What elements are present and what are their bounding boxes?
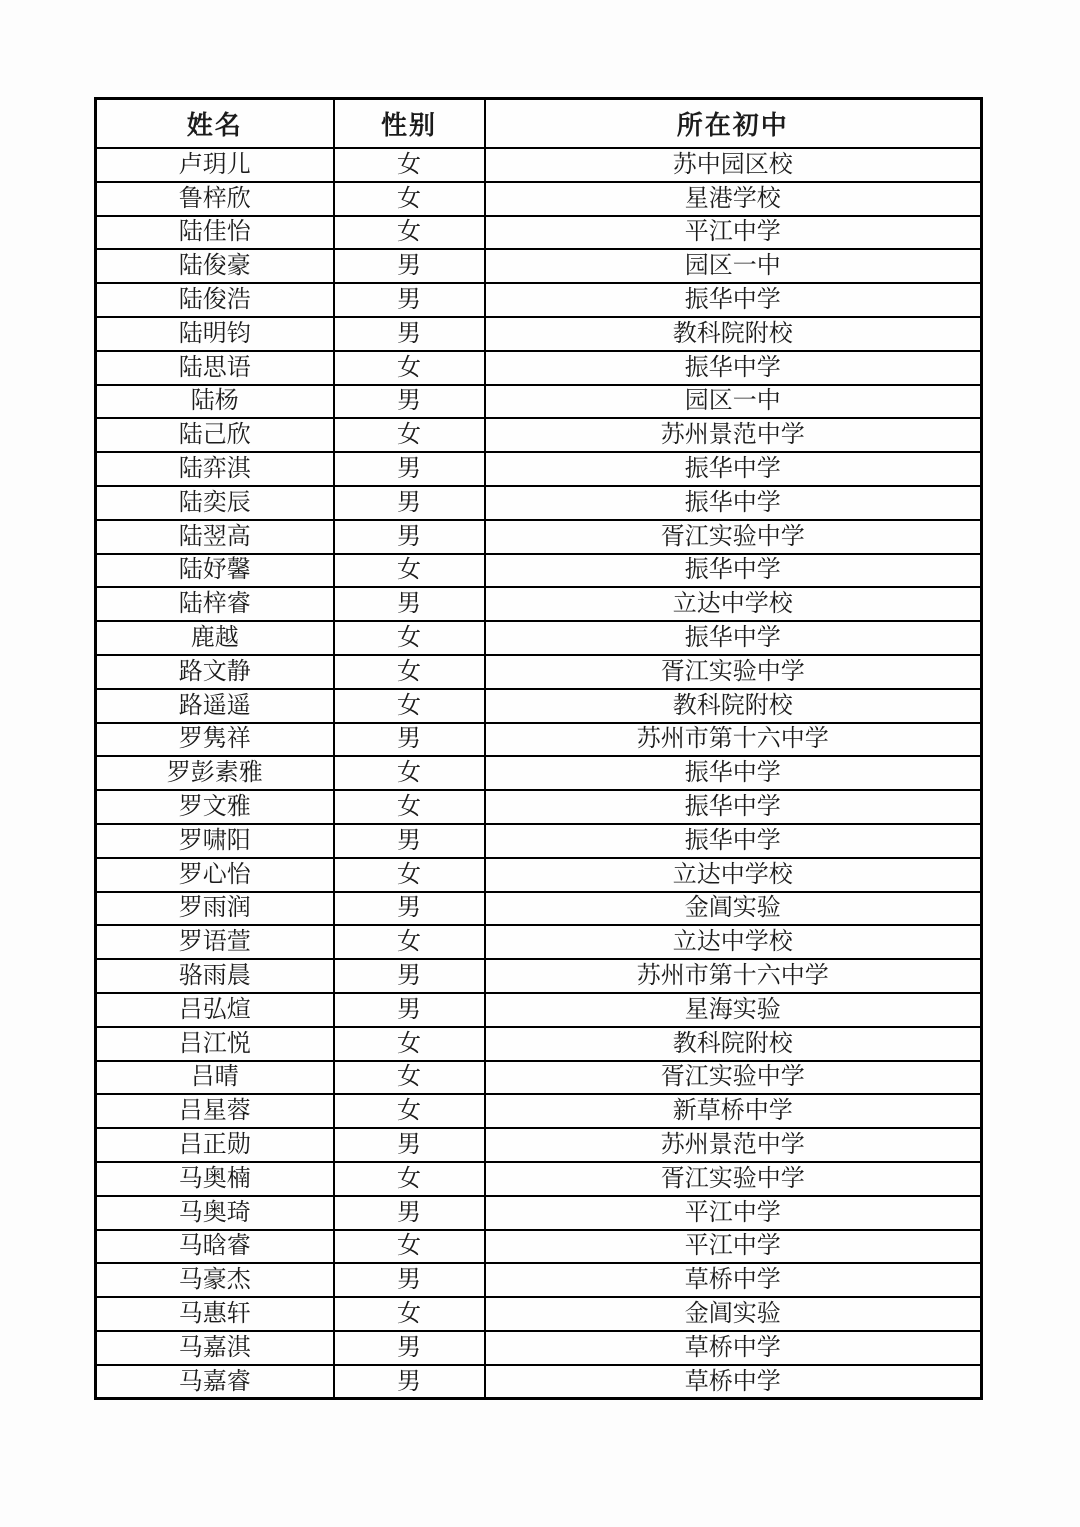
school-cell: 胥江实验中学 (485, 1162, 982, 1196)
name-cell: 路文静 (96, 655, 334, 689)
column-header-gender: 性别 (334, 99, 485, 149)
name-cell: 吕晴 (96, 1061, 334, 1095)
table-row (96, 216, 982, 250)
name-cell: 骆雨晨 (96, 959, 334, 993)
gender-cell: 男 (334, 1331, 485, 1365)
school-cell: 金阊实验 (485, 1297, 982, 1331)
name-cell: 吕江悦 (96, 1027, 334, 1061)
column-header-school: 所在初中 (485, 99, 982, 149)
school-cell: 草桥中学 (485, 1263, 982, 1297)
table-row (96, 824, 982, 858)
table-row (96, 959, 982, 993)
gender-cell: 女 (334, 1027, 485, 1061)
name-cell: 吕正勋 (96, 1128, 334, 1162)
name-cell: 陆梓睿 (96, 587, 334, 621)
table-row (96, 1061, 982, 1095)
name-cell: 马晗睿 (96, 1230, 334, 1264)
table-row (96, 1196, 982, 1230)
name-cell: 马奥琦 (96, 1196, 334, 1230)
name-cell: 罗雨润 (96, 892, 334, 926)
table-row (96, 520, 982, 554)
gender-cell: 女 (334, 621, 485, 655)
table-row (96, 385, 982, 419)
gender-cell: 女 (334, 182, 485, 216)
gender-cell: 女 (334, 756, 485, 790)
gender-cell: 男 (334, 520, 485, 554)
school-cell: 苏中园区校 (485, 148, 982, 182)
gender-cell: 男 (334, 1263, 485, 1297)
name-cell: 陆俊豪 (96, 249, 334, 283)
name-cell: 陆奕辰 (96, 486, 334, 520)
name-cell: 陆弈淇 (96, 452, 334, 486)
gender-cell: 女 (334, 1230, 485, 1264)
school-cell: 振华中学 (485, 756, 982, 790)
name-cell: 陆思语 (96, 351, 334, 385)
gender-cell: 女 (334, 1162, 485, 1196)
gender-cell: 女 (334, 1094, 485, 1128)
name-cell: 罗语萱 (96, 925, 334, 959)
table-row (96, 1297, 982, 1331)
school-cell: 星海实验 (485, 993, 982, 1027)
name-cell: 鲁梓欣 (96, 182, 334, 216)
school-cell: 教科院附校 (485, 317, 982, 351)
school-cell: 振华中学 (485, 824, 982, 858)
school-cell: 立达中学校 (485, 858, 982, 892)
gender-cell: 男 (334, 892, 485, 926)
gender-cell: 女 (334, 925, 485, 959)
school-cell: 胥江实验中学 (485, 1061, 982, 1095)
table-row (96, 621, 982, 655)
name-cell: 陆己欣 (96, 418, 334, 452)
table-row (96, 283, 982, 317)
table-row (96, 148, 982, 182)
name-cell: 马嘉睿 (96, 1365, 334, 1399)
name-cell: 吕星蓉 (96, 1094, 334, 1128)
gender-cell: 男 (334, 283, 485, 317)
name-cell: 罗彭素雅 (96, 756, 334, 790)
school-cell: 振华中学 (485, 486, 982, 520)
table-row (96, 182, 982, 216)
table-row (96, 790, 982, 824)
table-row (96, 1027, 982, 1061)
gender-cell: 女 (334, 351, 485, 385)
gender-cell: 女 (334, 1297, 485, 1331)
gender-cell: 男 (334, 723, 485, 757)
name-cell: 罗心怡 (96, 858, 334, 892)
school-cell: 振华中学 (485, 554, 982, 588)
school-cell: 振华中学 (485, 621, 982, 655)
gender-cell: 男 (334, 1128, 485, 1162)
name-cell: 罗文雅 (96, 790, 334, 824)
gender-cell: 女 (334, 858, 485, 892)
school-cell: 振华中学 (485, 790, 982, 824)
name-cell: 路遥遥 (96, 689, 334, 723)
school-cell: 教科院附校 (485, 689, 982, 723)
gender-cell: 男 (334, 385, 485, 419)
gender-cell: 男 (334, 1196, 485, 1230)
gender-cell: 男 (334, 249, 485, 283)
table-row (96, 249, 982, 283)
table-body (96, 148, 982, 1399)
gender-cell: 女 (334, 790, 485, 824)
table-row (96, 1230, 982, 1264)
column-header-name: 姓名 (96, 99, 334, 149)
gender-cell: 女 (334, 148, 485, 182)
table-row (96, 486, 982, 520)
gender-cell: 男 (334, 993, 485, 1027)
name-cell: 吕弘煊 (96, 993, 334, 1027)
table-row (96, 723, 982, 757)
gender-cell: 男 (334, 587, 485, 621)
table-row (96, 554, 982, 588)
gender-cell: 女 (334, 554, 485, 588)
table-row (96, 317, 982, 351)
table-header (96, 99, 982, 149)
header-row (96, 99, 982, 149)
gender-cell: 男 (334, 452, 485, 486)
name-cell: 罗啸阳 (96, 824, 334, 858)
table-row (96, 587, 982, 621)
name-cell: 卢玥儿 (96, 148, 334, 182)
gender-cell: 男 (334, 317, 485, 351)
name-cell: 陆翌高 (96, 520, 334, 554)
table-row (96, 418, 982, 452)
gender-cell: 女 (334, 655, 485, 689)
name-cell: 马惠轩 (96, 1297, 334, 1331)
table-row (96, 655, 982, 689)
table-row (96, 993, 982, 1027)
gender-cell: 男 (334, 959, 485, 993)
gender-cell: 女 (334, 689, 485, 723)
name-cell: 陆杨 (96, 385, 334, 419)
school-cell: 振华中学 (485, 351, 982, 385)
table-row (96, 1128, 982, 1162)
table-row (96, 858, 982, 892)
table-row (96, 756, 982, 790)
school-cell: 新草桥中学 (485, 1094, 982, 1128)
table-row (96, 925, 982, 959)
name-cell: 马嘉淇 (96, 1331, 334, 1365)
school-cell: 立达中学校 (485, 587, 982, 621)
table-row (96, 351, 982, 385)
table-row (96, 1094, 982, 1128)
name-cell: 陆明钧 (96, 317, 334, 351)
school-cell: 园区一中 (485, 385, 982, 419)
gender-cell: 男 (334, 486, 485, 520)
school-cell: 立达中学校 (485, 925, 982, 959)
table-row (96, 1162, 982, 1196)
student-roster-table (94, 97, 983, 1400)
table-row (96, 1331, 982, 1365)
school-cell: 平江中学 (485, 1196, 982, 1230)
name-cell: 罗隽祥 (96, 723, 334, 757)
table-row (96, 1365, 982, 1399)
school-cell: 振华中学 (485, 452, 982, 486)
school-cell: 星港学校 (485, 182, 982, 216)
table-row (96, 689, 982, 723)
name-cell: 陆佳怡 (96, 216, 334, 250)
gender-cell: 男 (334, 824, 485, 858)
name-cell: 马奥楠 (96, 1162, 334, 1196)
school-cell: 平江中学 (485, 216, 982, 250)
school-cell: 平江中学 (485, 1230, 982, 1264)
gender-cell: 男 (334, 1365, 485, 1399)
gender-cell: 女 (334, 1061, 485, 1095)
name-cell: 鹿越 (96, 621, 334, 655)
school-cell: 苏州景范中学 (485, 1128, 982, 1162)
table-row (96, 892, 982, 926)
name-cell: 马豪杰 (96, 1263, 334, 1297)
school-cell: 草桥中学 (485, 1365, 982, 1399)
school-cell: 苏州景范中学 (485, 418, 982, 452)
table-row (96, 1263, 982, 1297)
school-cell: 胥江实验中学 (485, 520, 982, 554)
table-row (96, 452, 982, 486)
school-cell: 苏州市第十六中学 (485, 959, 982, 993)
school-cell: 胥江实验中学 (485, 655, 982, 689)
school-cell: 草桥中学 (485, 1331, 982, 1365)
school-cell: 苏州市第十六中学 (485, 723, 982, 757)
name-cell: 陆妤馨 (96, 554, 334, 588)
school-cell: 金阊实验 (485, 892, 982, 926)
school-cell: 振华中学 (485, 283, 982, 317)
name-cell: 陆俊浩 (96, 283, 334, 317)
school-cell: 园区一中 (485, 249, 982, 283)
school-cell: 教科院附校 (485, 1027, 982, 1061)
gender-cell: 女 (334, 418, 485, 452)
gender-cell: 女 (334, 216, 485, 250)
